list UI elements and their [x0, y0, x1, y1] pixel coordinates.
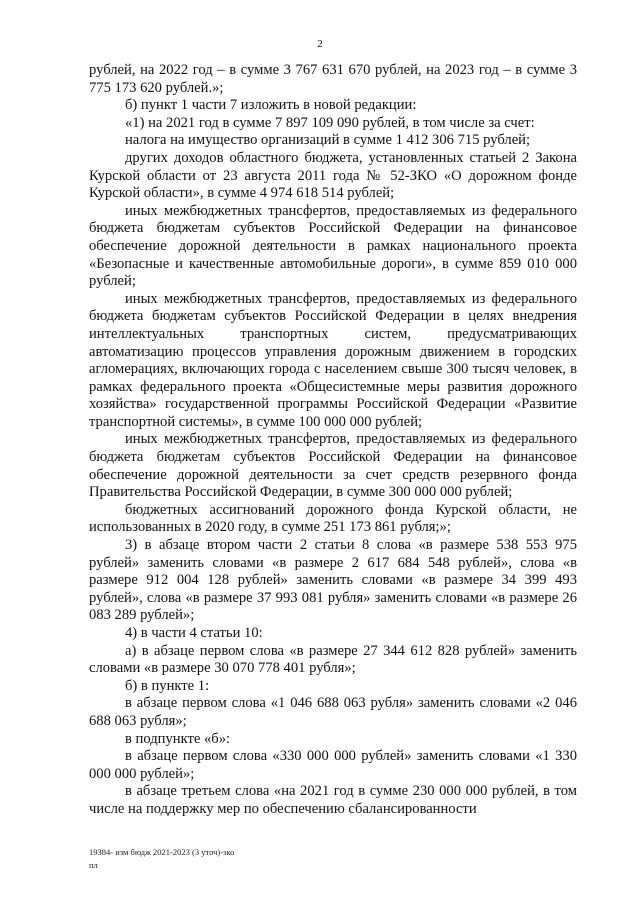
document-body — [89, 62, 577, 819]
paragraph: в подпункте «б»: — [125, 730, 231, 747]
paragraph: рублей, на 2022 год – в сумме 3 767 631 670 рублей, на 2023 год – в сумме 3 775 173 620 рублей.»; — [89, 62, 577, 96]
footer-initials: пл — [89, 860, 98, 870]
paragraph: 3) в абзаце втором части 2 статьи 8 слова «в размере 538 553 975 рублей» заменить словами «в размере 2 617 684 548 рублей», слова «в размере 912 004 128 рублей» заменить словами «в размере 34 399 493 рублей», слова «в размере 37 993 081 рубля» заменить словами «в размере 26 083 289 рублей»; — [89, 537, 577, 624]
paragraph: иных межбюджетных трансфертов, предоставляемых из федерального бюджета бюджетам субъектов Российской Федерации в целях внедрения интеллектуальных транспортных систем, предусматривающих автоматизацию процессов управления дорожным движением в городских агломерациях, включающих города с населением свыше 300 тысяч человек, в рамках федерального проекта «Общесистемные меры развития дорожного хозяйства» государственной программы Российской Федерации «Развитие транспортной системы», в сумме 100 000 000 рублей; — [89, 290, 577, 430]
page-number: 2 — [317, 38, 323, 50]
paragraph: в абзаце первом слова «1 046 688 063 рубля» заменить словами «2 046 688 063 рубля»; — [89, 695, 577, 729]
paragraph: других доходов областного бюджета, установленных статьей 2 Закона Курской области от 23 августа 2011 года № 52-ЗКО «О дорожном фонде Курской области», в сумме 4 974 618 514 рублей; — [89, 149, 577, 202]
paragraph: иных межбюджетных трансфертов, предоставляемых из федерального бюджета бюджетам субъектов Российской Федерации на финансовое обеспечение дорожной деятельности за счет средств резервного фонда Правительства Российской Федерации, в сумме 300 000 000 рублей; — [89, 431, 577, 501]
paragraph: иных межбюджетных трансфертов, предоставляемых из федерального бюджета бюджетам субъектов Российской Федерации на финансовое обеспечение дорожной деятельности в рамках национального проекта «Безопасные и качественные автомобильные дороги», в сумме 859 010 000 рублей; — [89, 202, 577, 290]
paragraph: «1) на 2021 год в сумме 7 897 109 090 рублей, в том числе за счет: — [125, 114, 535, 131]
document-footer — [89, 846, 234, 872]
paragraph: бюджетных ассигнований дорожного фонда Курской области, не использованных в 2020 году, в сумме 251 173 861 рубля;»; — [89, 501, 577, 536]
paragraph: в абзаце первом слова «330 000 000 рублей» заменить словами «1 330 000 000 рублей»; — [89, 748, 577, 782]
paragraph: а) в абзаце первом слова «в размере 27 344 612 828 рублей» заменить словами «в размере 30 070 778 401 рубля»; — [89, 642, 577, 677]
paragraph: б) пункт 1 части 7 изложить в новой редакции: — [125, 97, 417, 114]
paragraph: в абзаце третьем слова «на 2021 год в сумме 230 000 000 рублей, в том числе на поддержку мер по обеспечению сбалансированности — [89, 783, 577, 817]
paragraph: 4) в части 4 статьи 10: — [125, 625, 263, 641]
paragraph: налога на имущество организаций в сумме 1 412 306 715 рублей; — [125, 132, 531, 149]
footer-file-reference: 19384- изм бюдж 2021-2023 (3 уточ)-зко — [89, 847, 235, 857]
paragraph: б) в пункте 1: — [125, 677, 210, 694]
